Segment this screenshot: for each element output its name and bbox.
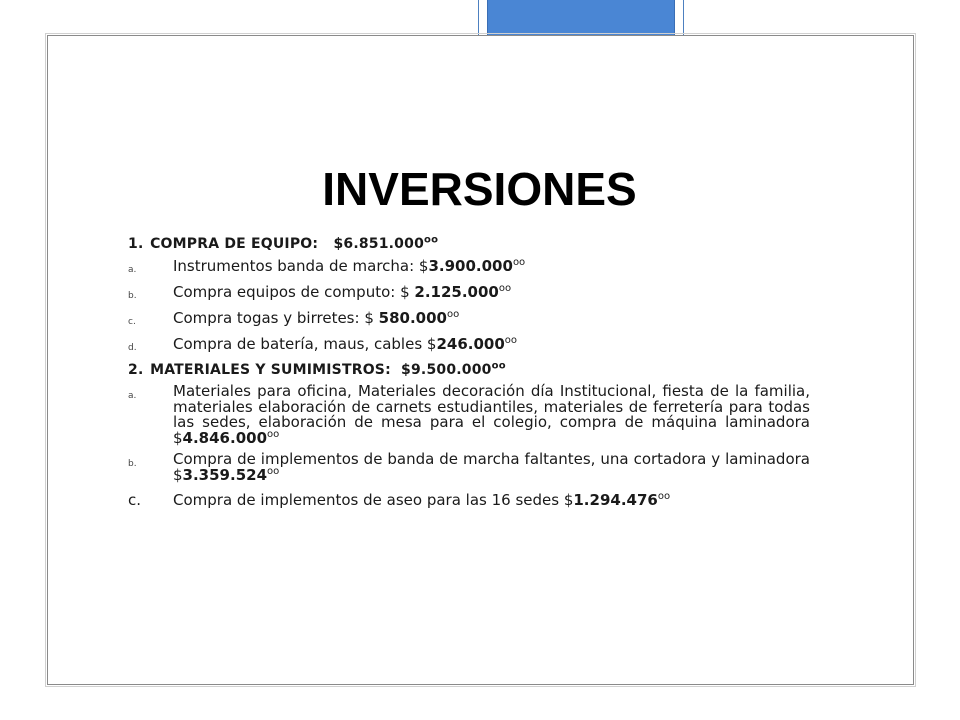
item-text: Compra de implementos de banda de marcha faltantes, una cortadora y laminadora $ (173, 450, 810, 484)
item-amount: 1.294.476 (573, 491, 658, 509)
list-item (128, 452, 810, 483)
item-amount: 4.846.000 (182, 428, 268, 447)
item-text: Compra togas y birretes: $ (173, 309, 379, 327)
item-amount: 3.359.524 (182, 465, 268, 484)
list-item (128, 384, 810, 446)
slide-title: INVERSIONES (322, 163, 637, 215)
section-heading-1 (128, 236, 810, 252)
item-letter: a. (128, 391, 137, 401)
section-amount: $6.851.000 (333, 236, 425, 252)
item-amount-sup: oo (446, 309, 460, 320)
item-letter: b. (128, 459, 137, 469)
section-number: 1. (128, 236, 144, 252)
item-amount-sup: oo (267, 428, 280, 440)
item-text: Instrumentos banda de marcha: $ (173, 257, 429, 275)
list-item (128, 336, 810, 356)
item-amount-sup: oo (267, 465, 280, 477)
item-amount: 580.000 (378, 309, 447, 327)
item-amount: 3.900.000 (428, 257, 513, 275)
item-amount-sup: oo (512, 257, 526, 268)
item-letter: b. (128, 291, 137, 301)
item-text: Materiales para oficina, Materiales decoración día Institucional, fiesta de la familia, materiales elaboración de carnets estudiantiles, materiales de ferretería para todas las sedes, elaboración de mesa para el colegio, compra de máquina laminadora $ (173, 382, 810, 447)
section-amount-sup: oo (424, 234, 439, 246)
item-amount-sup: oo (498, 283, 512, 294)
list-item (128, 258, 810, 278)
item-amount: 2.125.000 (414, 283, 499, 301)
item-amount: 246.000 (436, 335, 505, 353)
item-text: Compra de implementos de aseo para las 16 sedes $ (173, 491, 574, 509)
section-label: MATERIALES Y SUMIMISTROS: (150, 362, 391, 378)
item-letter: c. (128, 317, 136, 327)
content-body (128, 236, 810, 509)
item-amount-sup: oo (657, 491, 671, 502)
item-letter: a. (128, 265, 137, 275)
list-item (128, 310, 810, 330)
item-text: Compra equipos de computo: $ (173, 283, 415, 301)
list-item (128, 491, 810, 509)
item-letter: d. (128, 343, 137, 353)
section-heading-2 (128, 362, 810, 378)
section-number: 2. (128, 362, 144, 378)
list-item (128, 284, 810, 304)
section-label: COMPRA DE EQUIPO: (150, 236, 319, 252)
section-amount: $9.500.000 (401, 362, 492, 378)
item-text: Compra de batería, maus, cables $ (173, 335, 437, 353)
section-amount-sup: oo (491, 360, 506, 372)
item-amount-sup: oo (504, 335, 518, 346)
item-letter: c. (128, 491, 142, 509)
